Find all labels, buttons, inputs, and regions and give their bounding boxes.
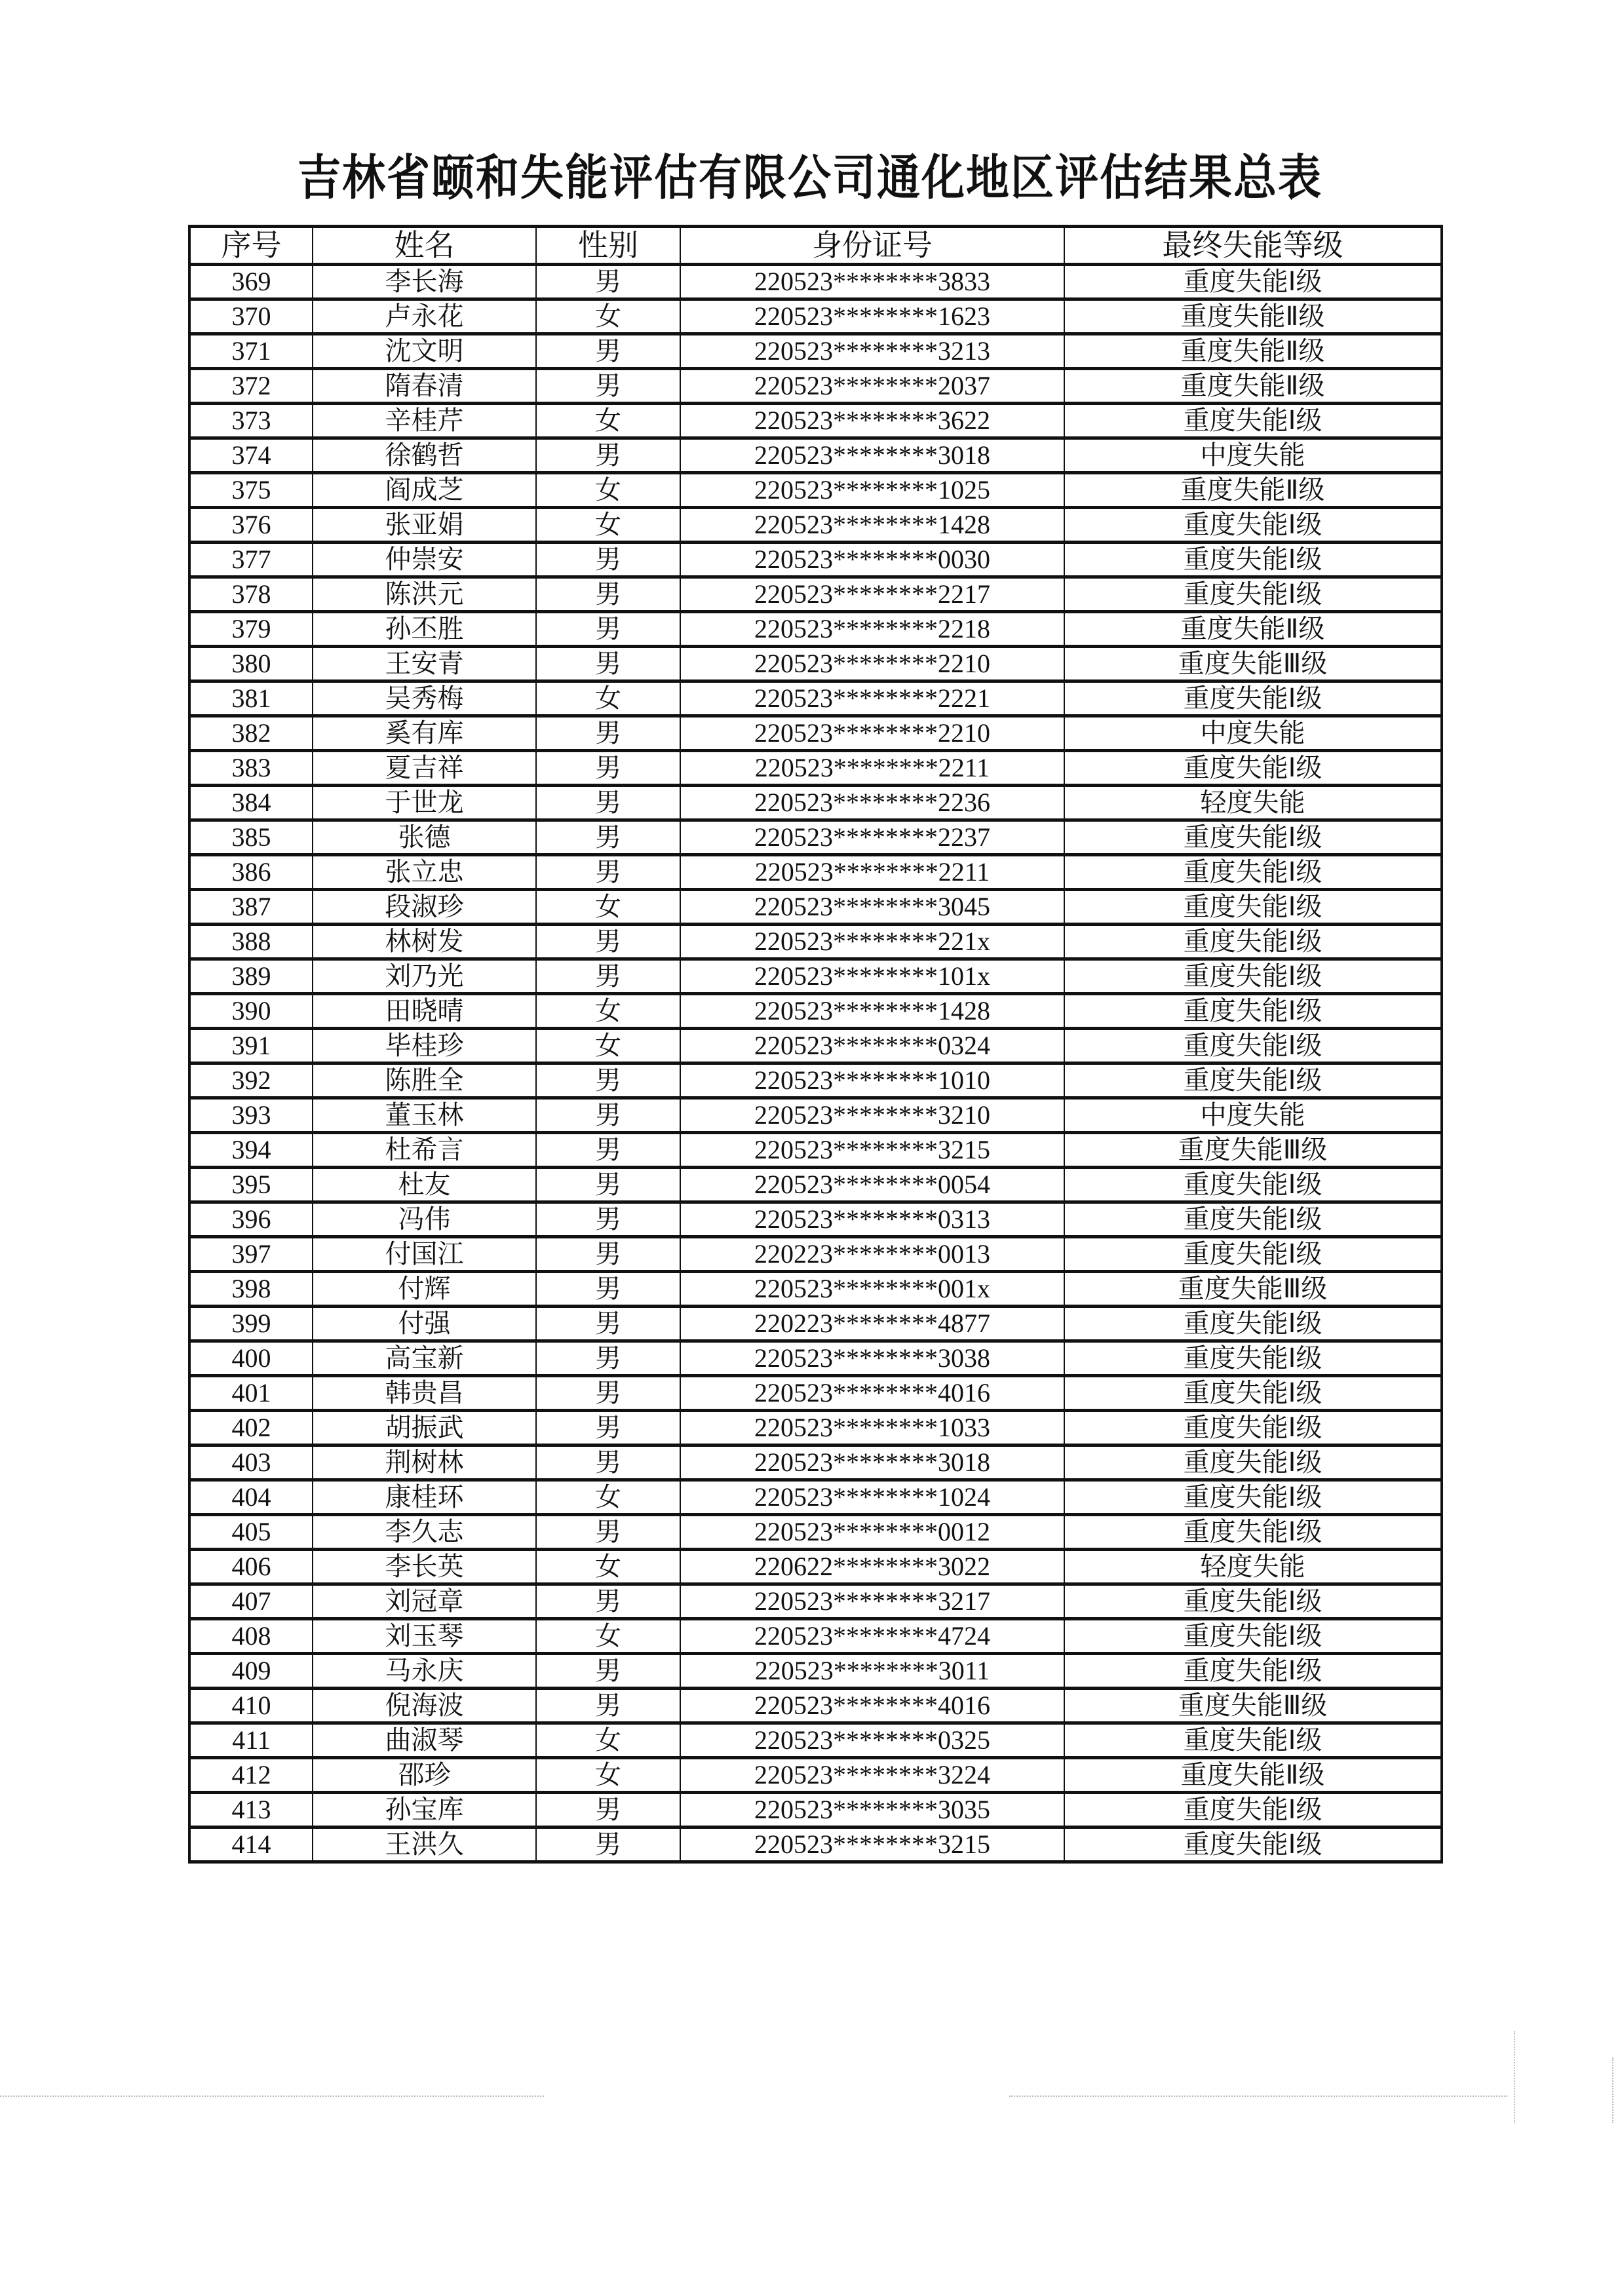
table-row bbox=[189, 716, 1442, 751]
serial-no-cell: 400 bbox=[189, 1341, 313, 1376]
table-row bbox=[189, 1133, 1442, 1168]
column-header-serial-no: 序号 bbox=[189, 227, 313, 265]
name-cell: 王洪久 bbox=[313, 1827, 536, 1862]
serial-no-cell: 369 bbox=[189, 265, 313, 299]
disability-level-cell: 重度失能Ⅰ级 bbox=[1064, 1723, 1442, 1758]
table-row bbox=[189, 647, 1442, 681]
table-row bbox=[189, 959, 1442, 994]
serial-no-cell: 397 bbox=[189, 1237, 313, 1272]
name-cell: 马永庆 bbox=[313, 1654, 536, 1689]
name-cell: 徐鹤哲 bbox=[313, 438, 536, 473]
disability-level-cell: 重度失能Ⅰ级 bbox=[1064, 1202, 1442, 1237]
disability-level-cell: 重度失能Ⅰ级 bbox=[1064, 1029, 1442, 1063]
disability-level-cell: 重度失能Ⅲ级 bbox=[1064, 647, 1442, 681]
disability-level-cell: 重度失能Ⅰ级 bbox=[1064, 1168, 1442, 1202]
sex-cell: 男 bbox=[536, 820, 680, 855]
table-body bbox=[189, 265, 1442, 1862]
sex-cell: 女 bbox=[536, 1029, 680, 1063]
sex-cell: 男 bbox=[536, 716, 680, 751]
id-number-cell: 220622********3022 bbox=[680, 1550, 1064, 1584]
table-row bbox=[189, 1515, 1442, 1550]
id-number-cell: 220523********0325 bbox=[680, 1723, 1064, 1758]
id-number-cell: 220523********001x bbox=[680, 1272, 1064, 1307]
sex-cell: 男 bbox=[536, 786, 680, 820]
name-cell: 奚有库 bbox=[313, 716, 536, 751]
name-cell: 李久志 bbox=[313, 1515, 536, 1550]
table-row bbox=[189, 1168, 1442, 1202]
serial-no-cell: 399 bbox=[189, 1307, 313, 1341]
sex-cell: 男 bbox=[536, 647, 680, 681]
serial-no-cell: 374 bbox=[189, 438, 313, 473]
serial-no-cell: 405 bbox=[189, 1515, 313, 1550]
disability-level-cell: 重度失能Ⅱ级 bbox=[1064, 473, 1442, 508]
sex-cell: 男 bbox=[536, 959, 680, 994]
name-cell: 段淑珍 bbox=[313, 890, 536, 925]
serial-no-cell: 370 bbox=[189, 299, 313, 334]
id-number-cell: 220523********3215 bbox=[680, 1827, 1064, 1862]
id-number-cell: 220223********0013 bbox=[680, 1237, 1064, 1272]
id-number-cell: 220223********4877 bbox=[680, 1307, 1064, 1341]
serial-no-cell: 392 bbox=[189, 1063, 313, 1098]
table-row bbox=[189, 1584, 1442, 1619]
serial-no-cell: 394 bbox=[189, 1133, 313, 1168]
disability-level-cell: 重度失能Ⅰ级 bbox=[1064, 1411, 1442, 1445]
sex-cell: 男 bbox=[536, 1272, 680, 1307]
disability-level-cell: 重度失能Ⅰ级 bbox=[1064, 1063, 1442, 1098]
sex-cell: 男 bbox=[536, 1063, 680, 1098]
id-number-cell: 220523********3018 bbox=[680, 438, 1064, 473]
id-number-cell: 220523********101x bbox=[680, 959, 1064, 994]
disability-level-cell: 重度失能Ⅰ级 bbox=[1064, 1341, 1442, 1376]
id-number-cell: 220523********3035 bbox=[680, 1793, 1064, 1827]
name-cell: 李长海 bbox=[313, 265, 536, 299]
sex-cell: 女 bbox=[536, 473, 680, 508]
serial-no-cell: 380 bbox=[189, 647, 313, 681]
table-row bbox=[189, 543, 1442, 577]
sex-cell: 女 bbox=[536, 1619, 680, 1654]
column-header-id-number: 身份证号 bbox=[680, 227, 1064, 265]
name-cell: 胡振武 bbox=[313, 1411, 536, 1445]
id-number-cell: 220523********0313 bbox=[680, 1202, 1064, 1237]
table-row bbox=[189, 1307, 1442, 1341]
table-row bbox=[189, 1689, 1442, 1723]
table-row bbox=[189, 369, 1442, 404]
disability-level-cell: 重度失能Ⅰ级 bbox=[1064, 1445, 1442, 1480]
table-row bbox=[189, 438, 1442, 473]
serial-no-cell: 396 bbox=[189, 1202, 313, 1237]
id-number-cell: 220523********3038 bbox=[680, 1341, 1064, 1376]
id-number-cell: 220523********3011 bbox=[680, 1654, 1064, 1689]
id-number-cell: 220523********2210 bbox=[680, 647, 1064, 681]
name-cell: 夏吉祥 bbox=[313, 751, 536, 786]
id-number-cell: 220523********3622 bbox=[680, 404, 1064, 438]
table-row bbox=[189, 508, 1442, 543]
table-row bbox=[189, 1793, 1442, 1827]
sex-cell: 男 bbox=[536, 1098, 680, 1133]
serial-no-cell: 395 bbox=[189, 1168, 313, 1202]
disability-level-cell: 重度失能Ⅱ级 bbox=[1064, 334, 1442, 369]
name-cell: 付国江 bbox=[313, 1237, 536, 1272]
sex-cell: 女 bbox=[536, 404, 680, 438]
table-row bbox=[189, 299, 1442, 334]
id-number-cell: 220523********1025 bbox=[680, 473, 1064, 508]
table-row bbox=[189, 1723, 1442, 1758]
name-cell: 张德 bbox=[313, 820, 536, 855]
name-cell: 付辉 bbox=[313, 1272, 536, 1307]
sex-cell: 男 bbox=[536, 1376, 680, 1411]
id-number-cell: 220523********3217 bbox=[680, 1584, 1064, 1619]
name-cell: 王安青 bbox=[313, 647, 536, 681]
disability-level-cell: 重度失能Ⅰ级 bbox=[1064, 925, 1442, 959]
name-cell: 高宝新 bbox=[313, 1341, 536, 1376]
disability-level-cell: 重度失能Ⅲ级 bbox=[1064, 1689, 1442, 1723]
disability-level-cell: 重度失能Ⅱ级 bbox=[1064, 299, 1442, 334]
table-row bbox=[189, 925, 1442, 959]
table-row bbox=[189, 473, 1442, 508]
document-title: 吉林省颐和失能评估有限公司通化地区评估结果总表 bbox=[298, 149, 1322, 206]
serial-no-cell: 386 bbox=[189, 855, 313, 890]
disability-level-cell: 重度失能Ⅲ级 bbox=[1064, 1133, 1442, 1168]
id-number-cell: 220523********2037 bbox=[680, 369, 1064, 404]
serial-no-cell: 371 bbox=[189, 334, 313, 369]
disability-level-cell: 重度失能Ⅰ级 bbox=[1064, 1584, 1442, 1619]
name-cell: 刘乃光 bbox=[313, 959, 536, 994]
disability-level-cell: 重度失能Ⅰ级 bbox=[1064, 890, 1442, 925]
name-cell: 荆树林 bbox=[313, 1445, 536, 1480]
serial-no-cell: 393 bbox=[189, 1098, 313, 1133]
name-cell: 于世龙 bbox=[313, 786, 536, 820]
serial-no-cell: 406 bbox=[189, 1550, 313, 1584]
id-number-cell: 220523********4016 bbox=[680, 1689, 1064, 1723]
table-row bbox=[189, 1063, 1442, 1098]
serial-no-cell: 398 bbox=[189, 1272, 313, 1307]
disability-level-cell: 重度失能Ⅰ级 bbox=[1064, 1237, 1442, 1272]
table-row bbox=[189, 1619, 1442, 1654]
serial-no-cell: 379 bbox=[189, 612, 313, 647]
name-cell: 吴秀梅 bbox=[313, 681, 536, 716]
serial-no-cell: 376 bbox=[189, 508, 313, 543]
id-number-cell: 220523********2211 bbox=[680, 751, 1064, 786]
table-row bbox=[189, 577, 1442, 612]
name-cell: 张立忠 bbox=[313, 855, 536, 890]
table-row bbox=[189, 1029, 1442, 1063]
table-row bbox=[189, 1237, 1442, 1272]
sex-cell: 男 bbox=[536, 1133, 680, 1168]
serial-no-cell: 413 bbox=[189, 1793, 313, 1827]
sex-cell: 男 bbox=[536, 1689, 680, 1723]
id-number-cell: 220523********2237 bbox=[680, 820, 1064, 855]
assessment-results-table bbox=[188, 225, 1443, 1864]
column-header-name: 姓名 bbox=[313, 227, 536, 265]
serial-no-cell: 387 bbox=[189, 890, 313, 925]
sex-cell: 女 bbox=[536, 681, 680, 716]
disability-level-cell: 重度失能Ⅰ级 bbox=[1064, 855, 1442, 890]
sex-cell: 男 bbox=[536, 577, 680, 612]
disability-level-cell: 重度失能Ⅰ级 bbox=[1064, 1480, 1442, 1515]
name-cell: 刘玉琴 bbox=[313, 1619, 536, 1654]
disability-level-cell: 重度失能Ⅱ级 bbox=[1064, 612, 1442, 647]
serial-no-cell: 401 bbox=[189, 1376, 313, 1411]
name-cell: 仲崇安 bbox=[313, 543, 536, 577]
serial-no-cell: 384 bbox=[189, 786, 313, 820]
disability-level-cell: 重度失能Ⅰ级 bbox=[1064, 994, 1442, 1029]
serial-no-cell: 408 bbox=[189, 1619, 313, 1654]
serial-no-cell: 407 bbox=[189, 1584, 313, 1619]
table-row bbox=[189, 1827, 1442, 1862]
serial-no-cell: 385 bbox=[189, 820, 313, 855]
serial-no-cell: 404 bbox=[189, 1480, 313, 1515]
sex-cell: 男 bbox=[536, 925, 680, 959]
sex-cell: 男 bbox=[536, 1793, 680, 1827]
sex-cell: 女 bbox=[536, 994, 680, 1029]
name-cell: 付强 bbox=[313, 1307, 536, 1341]
sex-cell: 男 bbox=[536, 855, 680, 890]
name-cell: 沈文明 bbox=[313, 334, 536, 369]
scan-artifact-line bbox=[1009, 2095, 1507, 2097]
id-number-cell: 220523********2211 bbox=[680, 855, 1064, 890]
table-row bbox=[189, 1202, 1442, 1237]
serial-no-cell: 373 bbox=[189, 404, 313, 438]
serial-no-cell: 381 bbox=[189, 681, 313, 716]
name-cell: 康桂环 bbox=[313, 1480, 536, 1515]
serial-no-cell: 412 bbox=[189, 1758, 313, 1793]
name-cell: 田晓晴 bbox=[313, 994, 536, 1029]
sex-cell: 女 bbox=[536, 1723, 680, 1758]
serial-no-cell: 390 bbox=[189, 994, 313, 1029]
disability-level-cell: 重度失能Ⅱ级 bbox=[1064, 1758, 1442, 1793]
scan-artifact-line bbox=[0, 2095, 544, 2097]
disability-level-cell: 重度失能Ⅰ级 bbox=[1064, 751, 1442, 786]
name-cell: 韩贵昌 bbox=[313, 1376, 536, 1411]
id-number-cell: 220523********4724 bbox=[680, 1619, 1064, 1654]
name-cell: 刘冠章 bbox=[313, 1584, 536, 1619]
table-row bbox=[189, 404, 1442, 438]
name-cell: 卢永花 bbox=[313, 299, 536, 334]
id-number-cell: 220523********3018 bbox=[680, 1445, 1064, 1480]
table-row bbox=[189, 1480, 1442, 1515]
id-number-cell: 220523********4016 bbox=[680, 1376, 1064, 1411]
sex-cell: 男 bbox=[536, 369, 680, 404]
name-cell: 邵珍 bbox=[313, 1758, 536, 1793]
name-cell: 董玉林 bbox=[313, 1098, 536, 1133]
serial-no-cell: 375 bbox=[189, 473, 313, 508]
disability-level-cell: 重度失能Ⅰ级 bbox=[1064, 577, 1442, 612]
disability-level-cell: 轻度失能 bbox=[1064, 786, 1442, 820]
name-cell: 林树发 bbox=[313, 925, 536, 959]
serial-no-cell: 378 bbox=[189, 577, 313, 612]
disability-level-cell: 重度失能Ⅰ级 bbox=[1064, 508, 1442, 543]
disability-level-cell: 重度失能Ⅰ级 bbox=[1064, 959, 1442, 994]
id-number-cell: 220523********0054 bbox=[680, 1168, 1064, 1202]
id-number-cell: 220523********2218 bbox=[680, 612, 1064, 647]
disability-level-cell: 重度失能Ⅰ级 bbox=[1064, 404, 1442, 438]
column-header-sex: 性别 bbox=[536, 227, 680, 265]
disability-level-cell: 重度失能Ⅰ级 bbox=[1064, 1793, 1442, 1827]
table-row bbox=[189, 855, 1442, 890]
id-number-cell: 220523********1033 bbox=[680, 1411, 1064, 1445]
id-number-cell: 220523********1428 bbox=[680, 994, 1064, 1029]
name-cell: 杜友 bbox=[313, 1168, 536, 1202]
serial-no-cell: 382 bbox=[189, 716, 313, 751]
serial-no-cell: 403 bbox=[189, 1445, 313, 1480]
disability-level-cell: 重度失能Ⅰ级 bbox=[1064, 820, 1442, 855]
name-cell: 杜希言 bbox=[313, 1133, 536, 1168]
name-cell: 辛桂芹 bbox=[313, 404, 536, 438]
sex-cell: 男 bbox=[536, 1445, 680, 1480]
id-number-cell: 220523********1623 bbox=[680, 299, 1064, 334]
id-number-cell: 220523********2221 bbox=[680, 681, 1064, 716]
id-number-cell: 220523********2217 bbox=[680, 577, 1064, 612]
serial-no-cell: 414 bbox=[189, 1827, 313, 1862]
sex-cell: 男 bbox=[536, 612, 680, 647]
name-cell: 陈洪元 bbox=[313, 577, 536, 612]
sex-cell: 男 bbox=[536, 751, 680, 786]
disability-level-cell: 重度失能Ⅰ级 bbox=[1064, 1376, 1442, 1411]
disability-level-cell: 重度失能Ⅲ级 bbox=[1064, 1272, 1442, 1307]
scan-artifact-vline bbox=[1612, 2057, 1613, 2123]
sex-cell: 男 bbox=[536, 1202, 680, 1237]
name-cell: 陈胜全 bbox=[313, 1063, 536, 1098]
table-row bbox=[189, 681, 1442, 716]
sex-cell: 男 bbox=[536, 543, 680, 577]
name-cell: 曲淑琴 bbox=[313, 1723, 536, 1758]
table-row bbox=[189, 1654, 1442, 1689]
id-number-cell: 220523********3833 bbox=[680, 265, 1064, 299]
table-row bbox=[189, 1376, 1442, 1411]
serial-no-cell: 391 bbox=[189, 1029, 313, 1063]
id-number-cell: 220523********1010 bbox=[680, 1063, 1064, 1098]
table-row bbox=[189, 1445, 1442, 1480]
name-cell: 孙宝库 bbox=[313, 1793, 536, 1827]
id-number-cell: 220523********1428 bbox=[680, 508, 1064, 543]
id-number-cell: 220523********0012 bbox=[680, 1515, 1064, 1550]
sex-cell: 女 bbox=[536, 1480, 680, 1515]
id-number-cell: 220523********3213 bbox=[680, 334, 1064, 369]
serial-no-cell: 372 bbox=[189, 369, 313, 404]
serial-no-cell: 377 bbox=[189, 543, 313, 577]
serial-no-cell: 402 bbox=[189, 1411, 313, 1445]
name-cell: 阎成芝 bbox=[313, 473, 536, 508]
name-cell: 毕桂珍 bbox=[313, 1029, 536, 1063]
name-cell: 倪海波 bbox=[313, 1689, 536, 1723]
scan-artifact-vline bbox=[1514, 2031, 1515, 2123]
table-row bbox=[189, 994, 1442, 1029]
table-row bbox=[189, 1758, 1442, 1793]
sex-cell: 男 bbox=[536, 1654, 680, 1689]
name-cell: 张亚娟 bbox=[313, 508, 536, 543]
serial-no-cell: 411 bbox=[189, 1723, 313, 1758]
table-row bbox=[189, 612, 1442, 647]
disability-level-cell: 重度失能Ⅰ级 bbox=[1064, 1619, 1442, 1654]
name-cell: 孙丕胜 bbox=[313, 612, 536, 647]
disability-level-cell: 重度失能Ⅰ级 bbox=[1064, 1307, 1442, 1341]
table-row bbox=[189, 1272, 1442, 1307]
sex-cell: 男 bbox=[536, 265, 680, 299]
serial-no-cell: 383 bbox=[189, 751, 313, 786]
sex-cell: 男 bbox=[536, 334, 680, 369]
table-header-row bbox=[189, 227, 1442, 265]
table-row bbox=[189, 265, 1442, 299]
table-row bbox=[189, 1098, 1442, 1133]
id-number-cell: 220523********1024 bbox=[680, 1480, 1064, 1515]
sex-cell: 男 bbox=[536, 1341, 680, 1376]
sex-cell: 女 bbox=[536, 890, 680, 925]
sex-cell: 女 bbox=[536, 1550, 680, 1584]
name-cell: 李长英 bbox=[313, 1550, 536, 1584]
id-number-cell: 220523********2236 bbox=[680, 786, 1064, 820]
disability-level-cell: 重度失能Ⅰ级 bbox=[1064, 1654, 1442, 1689]
disability-level-cell: 重度失能Ⅰ级 bbox=[1064, 1827, 1442, 1862]
sex-cell: 男 bbox=[536, 1307, 680, 1341]
id-number-cell: 220523********0030 bbox=[680, 543, 1064, 577]
table-row bbox=[189, 1550, 1442, 1584]
disability-level-cell: 中度失能 bbox=[1064, 716, 1442, 751]
table-row bbox=[189, 334, 1442, 369]
id-number-cell: 220523********221x bbox=[680, 925, 1064, 959]
table-row bbox=[189, 820, 1442, 855]
serial-no-cell: 409 bbox=[189, 1654, 313, 1689]
sex-cell: 女 bbox=[536, 1758, 680, 1793]
table-row bbox=[189, 1411, 1442, 1445]
disability-level-cell: 重度失能Ⅰ级 bbox=[1064, 1515, 1442, 1550]
disability-level-cell: 中度失能 bbox=[1064, 438, 1442, 473]
sex-cell: 男 bbox=[536, 1827, 680, 1862]
serial-no-cell: 388 bbox=[189, 925, 313, 959]
sex-cell: 男 bbox=[536, 1237, 680, 1272]
sex-cell: 女 bbox=[536, 299, 680, 334]
name-cell: 冯伟 bbox=[313, 1202, 536, 1237]
sex-cell: 女 bbox=[536, 508, 680, 543]
disability-level-cell: 中度失能 bbox=[1064, 1098, 1442, 1133]
table-row bbox=[189, 751, 1442, 786]
sex-cell: 男 bbox=[536, 1515, 680, 1550]
id-number-cell: 220523********3224 bbox=[680, 1758, 1064, 1793]
sex-cell: 男 bbox=[536, 1584, 680, 1619]
id-number-cell: 220523********3210 bbox=[680, 1098, 1064, 1133]
name-cell: 隋春清 bbox=[313, 369, 536, 404]
sex-cell: 男 bbox=[536, 438, 680, 473]
disability-level-cell: 重度失能Ⅰ级 bbox=[1064, 543, 1442, 577]
disability-level-cell: 轻度失能 bbox=[1064, 1550, 1442, 1584]
disability-level-cell: 重度失能Ⅰ级 bbox=[1064, 681, 1442, 716]
id-number-cell: 220523********0324 bbox=[680, 1029, 1064, 1063]
disability-level-cell: 重度失能Ⅱ级 bbox=[1064, 369, 1442, 404]
disability-level-cell: 重度失能Ⅰ级 bbox=[1064, 265, 1442, 299]
id-number-cell: 220523********3215 bbox=[680, 1133, 1064, 1168]
sex-cell: 男 bbox=[536, 1168, 680, 1202]
table-row bbox=[189, 786, 1442, 820]
id-number-cell: 220523********2210 bbox=[680, 716, 1064, 751]
table-row bbox=[189, 890, 1442, 925]
table-row bbox=[189, 1341, 1442, 1376]
serial-no-cell: 410 bbox=[189, 1689, 313, 1723]
column-header-disability-level: 最终失能等级 bbox=[1064, 227, 1442, 265]
id-number-cell: 220523********3045 bbox=[680, 890, 1064, 925]
serial-no-cell: 389 bbox=[189, 959, 313, 994]
sex-cell: 男 bbox=[536, 1411, 680, 1445]
